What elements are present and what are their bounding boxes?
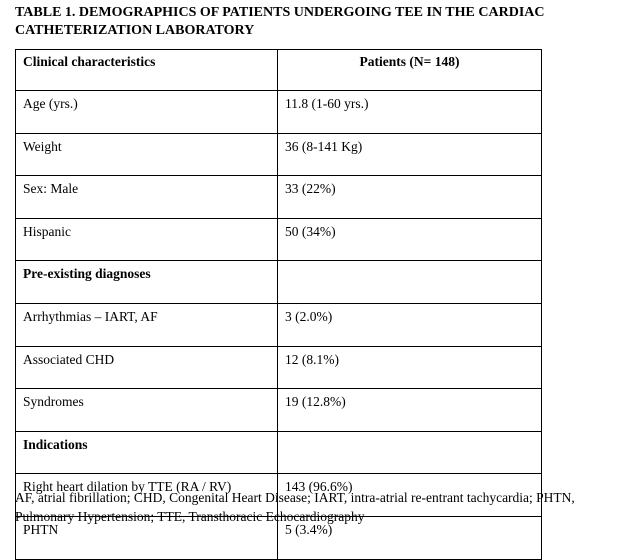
demographics-table — [15, 49, 542, 560]
table-title: TABLE 1. DEMOGRAPHICS OF PATIENTS UNDERGOING TEE IN THE CARDIAC CATHETERIZATION LABORATORY — [15, 5, 545, 38]
section-label: Indications — [16, 431, 278, 474]
table-header-row — [16, 50, 542, 91]
section-header-row — [16, 431, 542, 474]
characteristic-cell: Associated CHD — [16, 346, 278, 389]
table-row — [16, 389, 542, 432]
table-row — [16, 133, 542, 176]
patients-value-cell: 19 (12.8%) — [278, 389, 542, 432]
characteristic-cell: Sex: Male — [16, 176, 278, 219]
table-row — [16, 176, 542, 219]
patients-value-cell: 12 (8.1%) — [278, 346, 542, 389]
patients-value-cell: 3 (2.0%) — [278, 303, 542, 346]
patients-value-cell: 5 (3.4%) — [278, 516, 542, 559]
table-row — [16, 346, 542, 389]
table-row — [16, 91, 542, 134]
characteristic-cell: Right heart dilation by TTE (RA / RV) — [16, 474, 278, 517]
section-header-row — [16, 261, 542, 304]
characteristic-cell: Arrhythmias – IART, AF — [16, 303, 278, 346]
characteristic-cell: Syndromes — [16, 389, 278, 432]
characteristic-cell: Age (yrs.) — [16, 91, 278, 134]
patients-value-cell — [278, 431, 542, 474]
patients-value-cell — [278, 261, 542, 304]
patients-value-cell: 143 (96.6%) — [278, 474, 542, 517]
column-header-patients: Patients (N= 148) — [278, 50, 542, 91]
patients-value-cell: 36 (8-141 Kg) — [278, 133, 542, 176]
table-row — [16, 218, 542, 261]
characteristic-cell: Hispanic — [16, 218, 278, 261]
section-label: Pre-existing diagnoses — [16, 261, 278, 304]
column-header-characteristics: Clinical characteristics — [16, 50, 278, 91]
patients-value-cell: 33 (22%) — [278, 176, 542, 219]
characteristic-cell: Weight — [16, 133, 278, 176]
patients-value-cell: 50 (34%) — [278, 218, 542, 261]
characteristic-cell: PHTN — [16, 516, 278, 559]
table-row — [16, 303, 542, 346]
table-footnote: AF, atrial fibrillation; CHD, Congenital Heart Disease; IART, intra-atrial re-entrant tachycardia; PHTN, Pulmonary Hypertension; TTE, Transthoracic Echocardiography — [15, 490, 575, 524]
patients-value-cell: 11.8 (1-60 yrs.) — [278, 91, 542, 134]
